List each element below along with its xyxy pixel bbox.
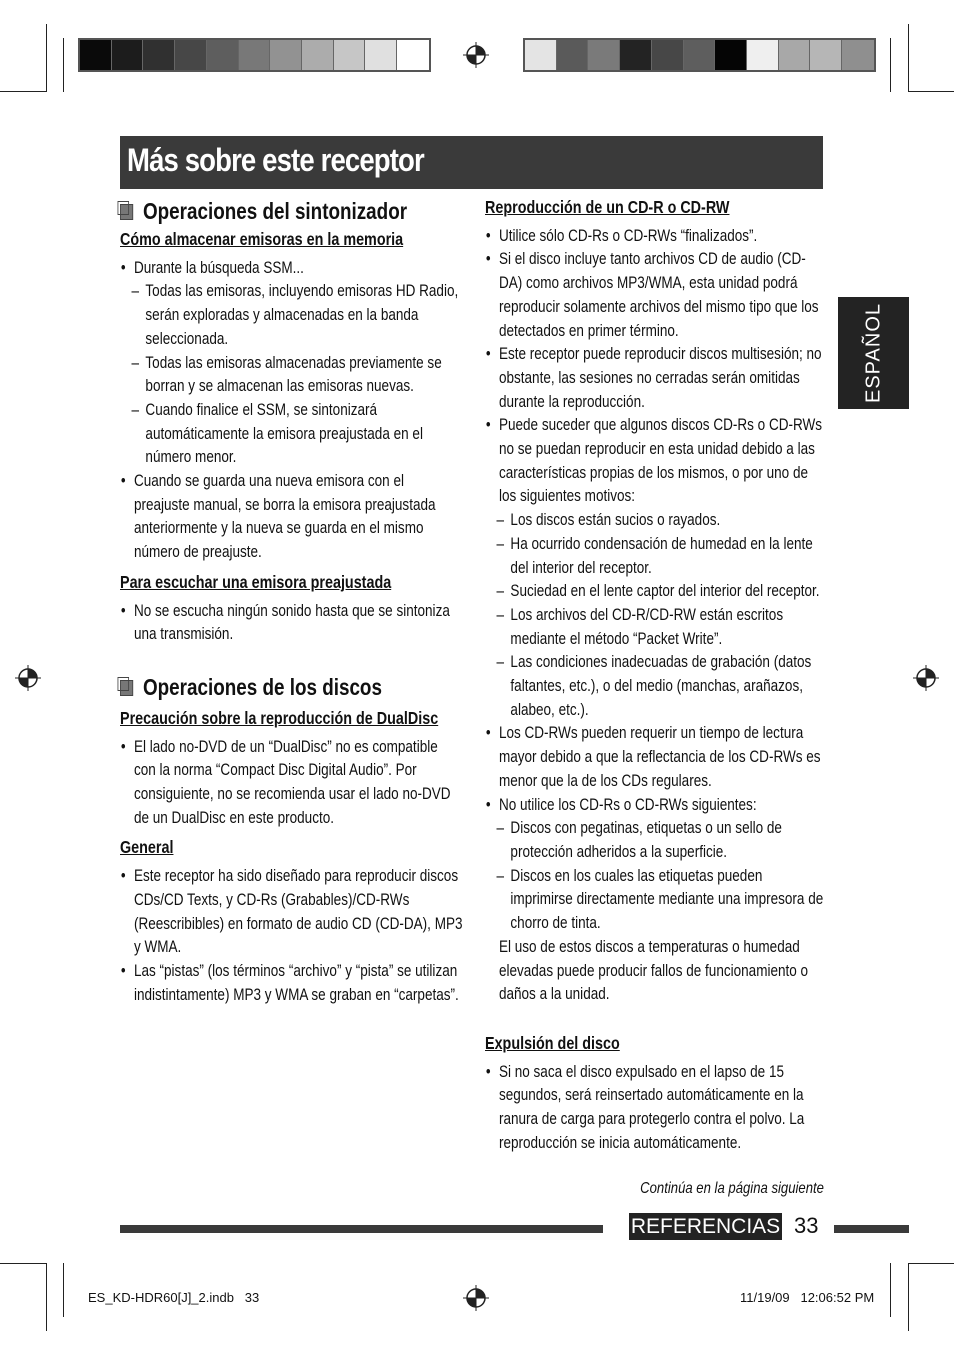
color-swatch bbox=[525, 40, 557, 70]
color-swatch bbox=[684, 40, 716, 70]
print-date-info: 11/19/09 12:06:52 PM bbox=[740, 1290, 875, 1305]
color-swatch bbox=[397, 40, 429, 70]
page-title: Más sobre este receptor bbox=[127, 142, 424, 178]
print-file-info: ES_KD-HDR60[J]_2.indb 33 bbox=[88, 1290, 260, 1305]
color-swatch bbox=[302, 40, 334, 70]
registration-mark-icon bbox=[15, 665, 41, 691]
bullet-list bbox=[120, 736, 463, 831]
list-item: – Los archivos del CD-R/CD-RW están escritos mediante el método “Packet Write”. bbox=[496, 604, 825, 651]
color-swatch bbox=[207, 40, 239, 70]
color-swatch bbox=[143, 40, 175, 70]
list-item: • Si no saca el disco expulsado en el lapso de 15 segundos, será reinsertado automáticamente en la ranura de carga para protegerlo contra el polvo. La reproducción se inicia automáticamente. bbox=[485, 1061, 825, 1156]
title-band bbox=[120, 136, 823, 189]
color-bar-left bbox=[78, 38, 431, 72]
bullet-list bbox=[485, 1061, 825, 1156]
subheading: Reproducción de un CD-R o CD-RW bbox=[485, 197, 730, 217]
section-square-icon bbox=[120, 680, 133, 696]
color-swatch bbox=[842, 40, 874, 70]
list-item: – Los discos están sucios o rayados. bbox=[496, 509, 825, 533]
color-swatch bbox=[747, 40, 779, 70]
list-item: – Las condiciones inadecuadas de grabación (datos faltantes, etc.), o del medio (manchas, arañazos, alabeo, etc.). bbox=[496, 651, 825, 722]
list-item: – Todas las emisoras, incluyendo emisoras HD Radio, serán exploradas y almacenadas en la banda seleccionada. bbox=[131, 280, 462, 351]
list-item: – Discos en los cuales las etiquetas pueden imprimirse directamente mediante una impresora de chorro de tinta. bbox=[496, 865, 825, 936]
right-column bbox=[485, 196, 825, 1155]
color-swatch bbox=[270, 40, 302, 70]
color-swatch bbox=[334, 40, 366, 70]
list-item: • Durante la búsqueda SSM... bbox=[120, 257, 463, 281]
color-swatch bbox=[175, 40, 207, 70]
list-item: • Si el disco incluye tanto archivos CD de audio (CD-DA) como archivos MP3/WMA, esta unidad podrá reproducir solamente archivos del mismo tipo que los detectados en primer término. bbox=[485, 248, 825, 343]
color-swatch bbox=[810, 40, 842, 70]
color-swatch bbox=[715, 40, 747, 70]
bullet-list bbox=[120, 600, 463, 647]
section-square-icon bbox=[120, 204, 133, 220]
color-swatch bbox=[239, 40, 271, 70]
color-swatch bbox=[652, 40, 684, 70]
color-swatch bbox=[80, 40, 112, 70]
registration-mark-icon bbox=[463, 1285, 489, 1311]
registration-mark-icon bbox=[463, 42, 489, 68]
subheading: Expulsión del disco bbox=[485, 1032, 620, 1053]
paragraph: El uso de estos discos a temperaturas o humedad elevadas puede producir fallos de funcionamiento o daños a la unidad. bbox=[498, 937, 809, 1004]
color-swatch bbox=[779, 40, 811, 70]
list-item: – Discos con pegatinas, etiquetas o un sello de protección adheridos a la superficie. bbox=[496, 817, 825, 864]
list-item: • No utilice los CD-Rs o CD-RWs siguientes: bbox=[485, 794, 825, 818]
bullet-list bbox=[120, 865, 463, 1007]
subheading: Precaución sobre la reproducción de DualDisc bbox=[120, 707, 439, 728]
section-label: REFERENCIAS bbox=[630, 1215, 781, 1238]
subheading: General bbox=[120, 837, 174, 858]
color-swatch bbox=[620, 40, 652, 70]
color-swatch bbox=[588, 40, 620, 70]
list-item: • Cuando se guarda una nueva emisora con el preajuste manual, se borra la emisora preajustada anteriormente y la nueva se guarda en el mismo número de preajuste. bbox=[120, 470, 463, 565]
list-item: – Todas las emisoras almacenadas previamente se borran y se almacenan las emisoras nuevas. bbox=[131, 352, 462, 399]
list-item: – Ha ocurrido condensación de humedad en la lente del interior del receptor. bbox=[496, 533, 825, 580]
language-tab bbox=[838, 297, 909, 409]
bullet-list bbox=[120, 257, 463, 565]
color-bar-right bbox=[523, 38, 876, 72]
list-item: – Suciedad en el lente captor del interior del receptor. bbox=[496, 580, 825, 604]
list-item: – Cuando finalice el SSM, se sintonizará automáticamente la emisora preajustada en el número menor. bbox=[131, 399, 462, 470]
list-item: • Este receptor ha sido diseñado para reproducir discos CDs/CD Texts, y CD-Rs (Grabables)/CD-RWs (Reescribibles) en formato de audio CD (CD-DA), MP3 y WMA. bbox=[120, 865, 463, 960]
list-item: • Los CD-RWs pueden requerir un tiempo de lectura mayor debido a que la reflectancia de los CD-RWs es menor que la de los CDs regulares. bbox=[485, 722, 825, 793]
continue-note: Continúa en la página siguiente bbox=[640, 1180, 824, 1197]
list-item: • Puede suceder que algunos discos CD-Rs o CD-RWs no se puedan reproducir en esta unidad debido a las características propias de los mismos, o por uno de los siguientes motivos: bbox=[485, 414, 825, 509]
left-column bbox=[120, 197, 463, 1007]
list-item: • No se escucha ningún sonido hasta que se sintoniza una transmisión. bbox=[120, 600, 463, 647]
footer-rule bbox=[834, 1225, 909, 1233]
section-heading: Operaciones del sintonizador bbox=[120, 197, 463, 225]
list-item: • Las “pistas” (los términos “archivo” y “pista” se utilizan indistintamente) MP3 y WMA se graban en “carpetas”. bbox=[120, 960, 463, 1007]
color-swatch bbox=[557, 40, 589, 70]
section-heading: Operaciones de los discos bbox=[120, 673, 463, 701]
subheading: Cómo almacenar emisoras en la memoria bbox=[120, 229, 404, 249]
list-item: • Este receptor puede reproducir discos multisesión; no obstante, las sesiones no cerradas serán omitidas durante la reproducción. bbox=[485, 343, 825, 414]
footer-rule bbox=[120, 1225, 603, 1233]
bullet-list bbox=[485, 225, 825, 936]
list-item: • Utilice sólo CD-Rs o CD-RWs “finalizados”. bbox=[485, 225, 825, 249]
language-tab-label: ESPAÑOL bbox=[862, 303, 884, 403]
list-item: • El lado no-DVD de un “DualDisc” no es compatible con la norma “Compact Disc Digital Audio”. Por consiguiente, no se recomienda usar el lado no-DVD de un DualDisc en este producto. bbox=[120, 736, 463, 831]
color-swatch bbox=[365, 40, 397, 70]
page-number: 33 bbox=[794, 1213, 819, 1238]
registration-mark-icon bbox=[913, 665, 939, 691]
color-swatch bbox=[112, 40, 144, 70]
subheading: Para escuchar una emisora preajustada bbox=[120, 571, 392, 592]
